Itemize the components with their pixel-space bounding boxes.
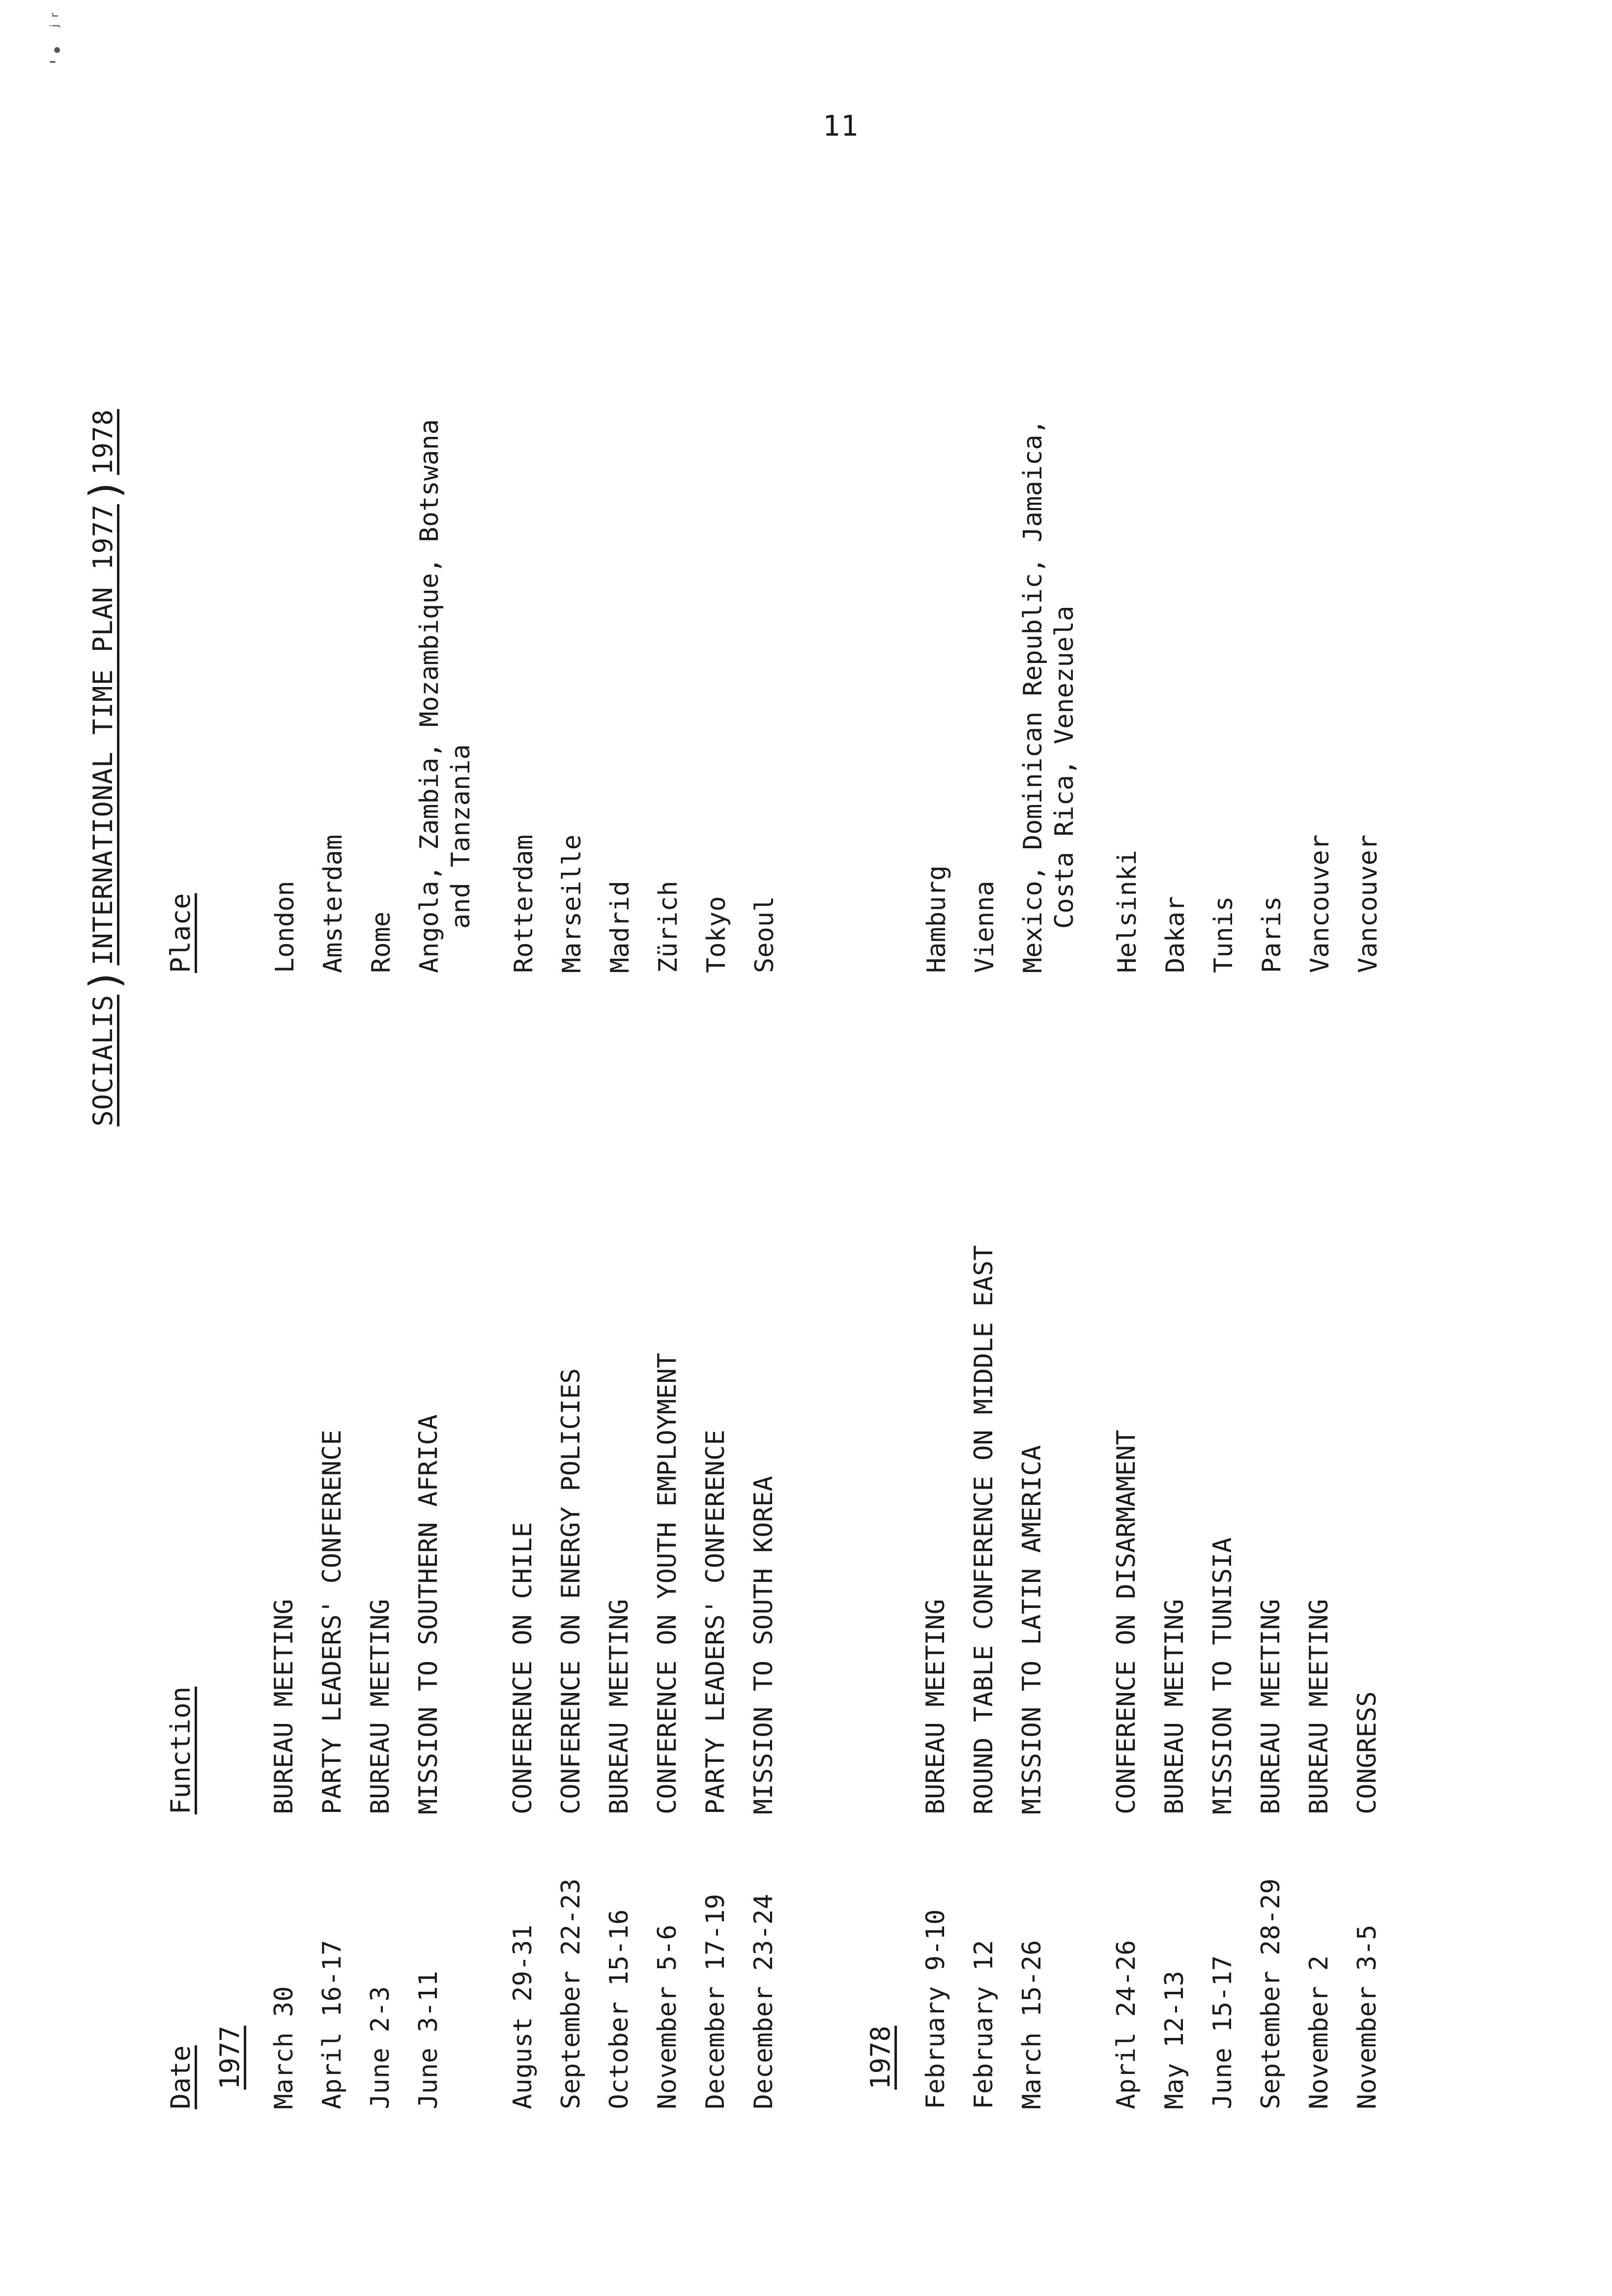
place-cell [1208, 896, 1239, 973]
table-row [701, 0, 740, 2296]
place-text: Tunis [1209, 896, 1238, 973]
table-row [1112, 0, 1151, 2296]
title-part-time-plan: INTERNATIONAL TIME PLAN 1977 [87, 504, 118, 966]
date-cell: June 2-3 [366, 1986, 395, 2109]
page-title [81, 409, 129, 1126]
table-row [604, 0, 644, 2296]
place-text: Hamburg [922, 865, 951, 973]
place-text: Angola, Zambia, Mozambique, Botswana [415, 419, 444, 973]
function-cell: MISSION TO SOUTH KOREA [749, 1476, 778, 1814]
table-row [1208, 0, 1247, 2296]
place-text-continued: Costa Rica, Venezuela [1050, 605, 1079, 929]
title-bracket-mark: ) [81, 477, 129, 503]
date-cell: November 2 [1304, 1955, 1334, 2109]
place-cell [1112, 850, 1143, 973]
date-cell: December 17-19 [701, 1894, 730, 2109]
place-text: Madrid [605, 881, 635, 973]
column-header-date: Date [165, 2045, 196, 2109]
table-row [969, 0, 1008, 2296]
page-number: 11 [823, 109, 859, 143]
date-cell: October 15-16 [604, 1909, 634, 2109]
function-cell: PARTY LEADERS' CONFERENCE [701, 1430, 730, 1814]
place-cell [414, 419, 477, 973]
place-text: London [270, 881, 300, 973]
table-row [1256, 0, 1295, 2296]
table-row [556, 0, 596, 2296]
table-row [366, 0, 405, 2296]
function-cell: BUREAU MEETING [604, 1599, 634, 1814]
function-cell: BUREAU MEETING [1304, 1599, 1334, 1814]
column-header-place: Place [165, 893, 196, 973]
function-cell: BUREAU MEETING [921, 1599, 950, 1814]
place-cell [653, 881, 684, 973]
place-text: Amsterdam [318, 834, 348, 973]
date-cell: February 9-10 [921, 1909, 950, 2109]
place-text: Rotterdam [509, 834, 539, 973]
date-cell: June 3-11 [414, 1971, 443, 2109]
place-cell [921, 865, 952, 973]
section-year-1978: 1978 [865, 2025, 896, 2090]
table-row [1017, 0, 1079, 2296]
table-row [414, 0, 476, 2296]
place-cell [749, 896, 780, 973]
place-cell [508, 834, 540, 973]
function-cell: BUREAU MEETING [1256, 1599, 1286, 1814]
place-cell [366, 912, 397, 973]
place-text: Paris [1257, 896, 1287, 973]
place-cell [1017, 419, 1080, 973]
function-cell: CONGRESS [1353, 1691, 1382, 1814]
place-text: Helsinki [1113, 850, 1142, 973]
place-text: Vancouver [1305, 834, 1335, 973]
date-cell: November 5-6 [653, 1924, 682, 2109]
function-cell: MISSION TO TUNISIA [1208, 1537, 1238, 1814]
place-text: Seoul [750, 896, 779, 973]
date-cell: June 15-17 [1208, 1955, 1238, 2109]
place-cell [604, 881, 636, 973]
place-text: Tokyo [702, 896, 731, 973]
table-row [921, 0, 960, 2296]
date-cell: May 12-13 [1160, 1971, 1189, 2109]
section-year-1977: 1977 [214, 2025, 245, 2090]
date-cell: February 12 [969, 1940, 999, 2109]
place-cell [1256, 896, 1288, 973]
place-text: Rome [367, 911, 396, 973]
table-row [749, 0, 788, 2296]
place-cell [269, 881, 301, 973]
table-row [317, 0, 357, 2296]
place-cell [1304, 834, 1336, 973]
corner-mark: '• ʲʳ [47, 8, 69, 68]
function-cell: CONFERENCE ON YOUTH EMPLOYMENT [653, 1352, 682, 1814]
date-cell: November 3-5 [1353, 1924, 1382, 2109]
date-cell: April 16-17 [317, 1940, 347, 2109]
date-cell: August 29-31 [508, 1924, 538, 2109]
place-text: Vienna [970, 881, 1000, 973]
table-row [269, 0, 309, 2296]
table-row [653, 0, 692, 2296]
date-cell: April 24-26 [1112, 1940, 1141, 2109]
function-cell: BUREAU MEETING [366, 1599, 395, 1814]
place-text: Zürich [654, 881, 683, 973]
function-cell: CONFERENCE ON ENERGY POLICIES [556, 1368, 586, 1814]
place-cell [1160, 896, 1191, 973]
function-cell: CONFERENCE ON CHILE [508, 1522, 538, 1814]
function-cell: ROUND TABLE CONFERENCE ON MIDDLE EAST [969, 1245, 999, 1814]
place-cell [1353, 834, 1384, 973]
place-cell [317, 834, 349, 973]
table-row [1304, 0, 1344, 2296]
place-text: Vancouver [1353, 834, 1383, 973]
function-cell: MISSION TO LATIN AMERICA [1017, 1445, 1047, 1814]
place-cell [701, 896, 732, 973]
title-part-socialist: SOCIALIS [87, 994, 118, 1126]
table-row [1353, 0, 1392, 2296]
table-row [508, 0, 547, 2296]
place-text: Dakar [1161, 896, 1190, 973]
function-cell: BUREAU MEETING [269, 1599, 299, 1814]
place-text-continued: and Tanzania [446, 744, 476, 929]
date-cell: March 15-26 [1017, 1940, 1047, 2109]
title-bracket-mark: ) [81, 967, 129, 993]
title-part-year: 1978 [87, 409, 118, 475]
place-cell [556, 834, 588, 973]
function-cell: PARTY LEADERS' CONFERENCE [317, 1430, 347, 1814]
column-header-function: Function [165, 1686, 196, 1814]
date-cell: September 22-23 [556, 1878, 586, 2109]
date-cell: March 30 [269, 1986, 299, 2109]
function-cell: CONFERENCE ON DISARMAMENT [1112, 1430, 1141, 1814]
place-text: Marseille [557, 834, 587, 973]
place-text: Mexico, Dominican Republic, Jamaica, [1018, 419, 1048, 973]
place-cell [969, 881, 1001, 973]
date-cell: December 23-24 [749, 1894, 778, 2109]
function-cell: BUREAU MEETING [1160, 1599, 1189, 1814]
function-cell: MISSION TO SOUTHERN AFRICA [414, 1414, 443, 1814]
date-cell: September 28-29 [1256, 1878, 1286, 2109]
table-row [1160, 0, 1199, 2296]
